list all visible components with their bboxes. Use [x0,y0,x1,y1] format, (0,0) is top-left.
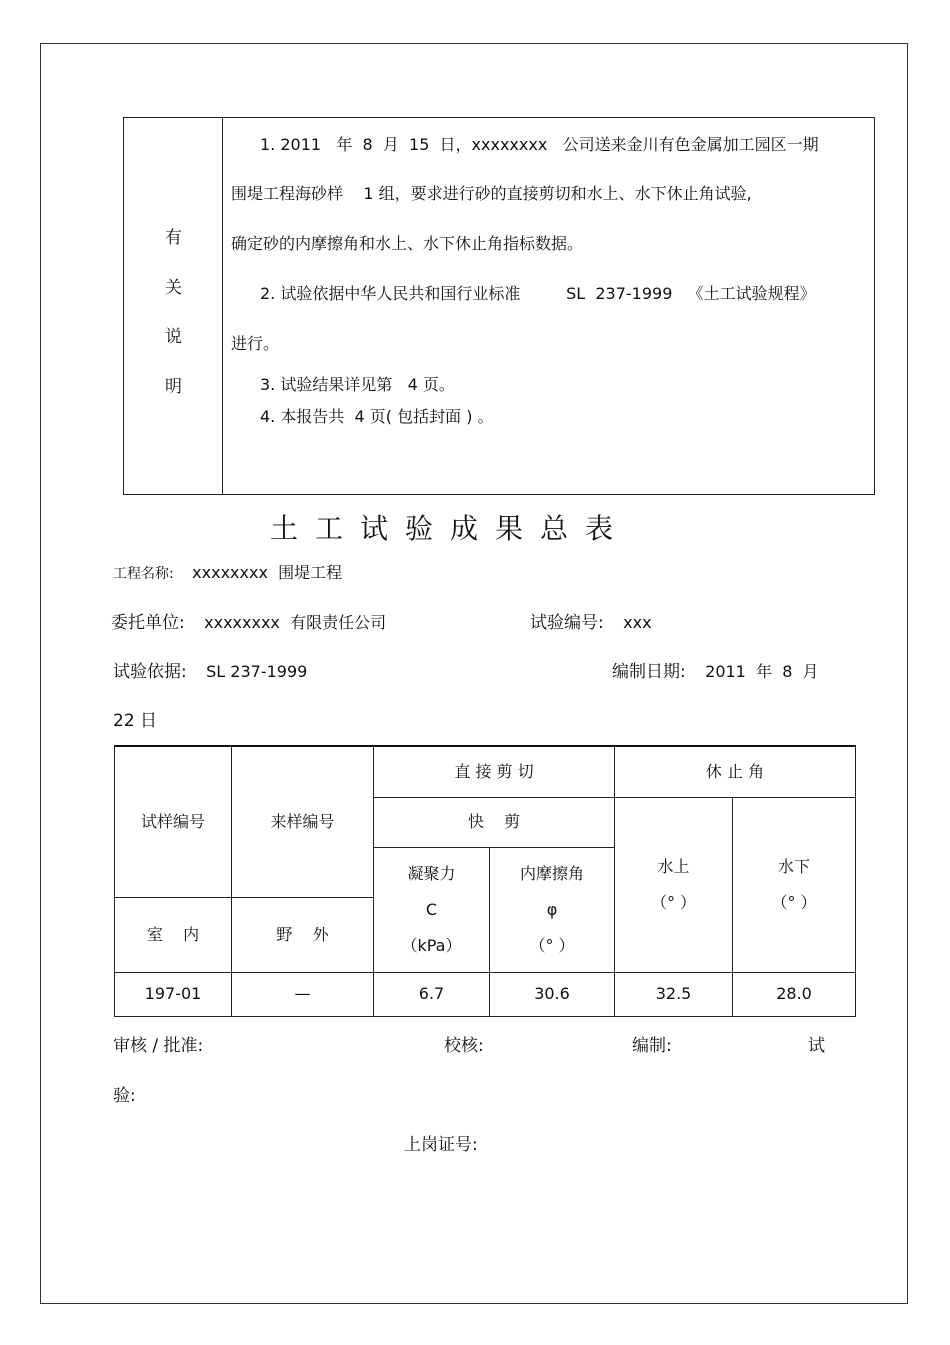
notes-label-char: 明 [165,377,182,397]
project-label: 工程名称: [113,566,174,582]
project-name [113,563,342,584]
cell-above-water: 32.5 [615,972,733,1016]
client-unit [111,613,386,633]
header-friction-angle [490,847,615,972]
client-label: 委托单位: [111,613,185,633]
header-cohesion [374,847,490,972]
cell-cohesion: 6.7 [374,972,490,1016]
tester-part-2: 验: [113,1086,136,1106]
friction-unit: （° ） [529,935,575,955]
test-basis-label: 试验依据: [113,662,187,682]
page-title: 土工试验成果总表 [269,512,630,545]
compile-date-value: 2011 年 8 月 [705,662,819,681]
table-row [115,972,856,1016]
cell-below-water: 28.0 [733,972,856,1016]
results-table [114,745,856,1017]
friction-symbol: φ [546,899,558,919]
cell-source-no: — [232,972,374,1016]
cell-friction-angle: 30.6 [490,972,615,1016]
header-source-no: 来样编号 [232,746,374,897]
compile: 编制: [632,1036,672,1056]
certificate-number: 上岗证号: [404,1135,478,1155]
header-sample-no: 试样编号 [115,746,232,897]
cohesion-label: 凝聚力 [407,863,456,883]
compile-date-label: 编制日期: [612,662,686,682]
note-line-5: 进行。 [231,334,280,353]
above-water-unit: （° ） [650,892,697,912]
notes-label-column [124,118,223,494]
notes-box [123,117,875,495]
compile-date [612,662,819,682]
note-line-6: 3. 试验结果详见第 4 页。 [260,375,455,394]
tester-part-1: 试 [808,1036,825,1056]
notes-label-char: 关 [165,278,182,298]
header-field: 野 外 [232,897,374,972]
compile-date-continued: 22 日 [113,711,158,731]
header-quick-shear: 快 剪 [374,797,615,847]
test-basis [113,662,307,682]
header-above-water [615,797,733,972]
review-approve: 审核 / 批准: [113,1036,204,1056]
test-number-label: 试验编号: [530,613,604,633]
friction-label: 内摩擦角 [520,863,585,883]
note-line-4: 2. 试验依据中华人民共和国行业标准 SL 237-1999 《土工试验规程》 [260,284,816,303]
header-direct-shear: 直 接 剪 切 [374,746,615,797]
test-basis-value: SL 237-1999 [206,662,308,681]
note-line-3: 确定砂的内摩擦角和水上、水下休止角指标数据。 [231,234,584,253]
note-line-7: 4. 本报告共 4 页( 包括封面 ) 。 [260,407,494,426]
cohesion-symbol: C [425,899,438,919]
check: 校核: [444,1036,484,1056]
below-water-label: 水下 [778,856,811,876]
header-indoor: 室 内 [115,897,232,972]
header-repose-angle: 休 止 角 [615,746,856,797]
header-below-water [733,797,856,972]
test-number-value: xxx [623,613,652,632]
notes-label-char: 说 [165,327,182,347]
cell-sample-no: 197-01 [115,972,232,1016]
below-water-unit: （° ） [771,892,817,912]
test-number [530,613,652,633]
above-water-label: 水上 [657,856,690,876]
notes-label-char: 有 [165,228,182,248]
cohesion-unit: （kPa） [401,935,462,955]
client-value: xxxxxxxx 有限责任公司 [204,613,387,632]
note-line-2: 围堤工程海砂样 1 组，要求进行砂的直接剪切和水上、水下休止角试验, [231,184,752,203]
project-value: xxxxxxxx 围堤工程 [192,563,343,582]
note-line-1: 1. 2011 年 8 月 15 日，xxxxxxxx 公司送来金川有色金属加工园区一期 [260,135,819,154]
